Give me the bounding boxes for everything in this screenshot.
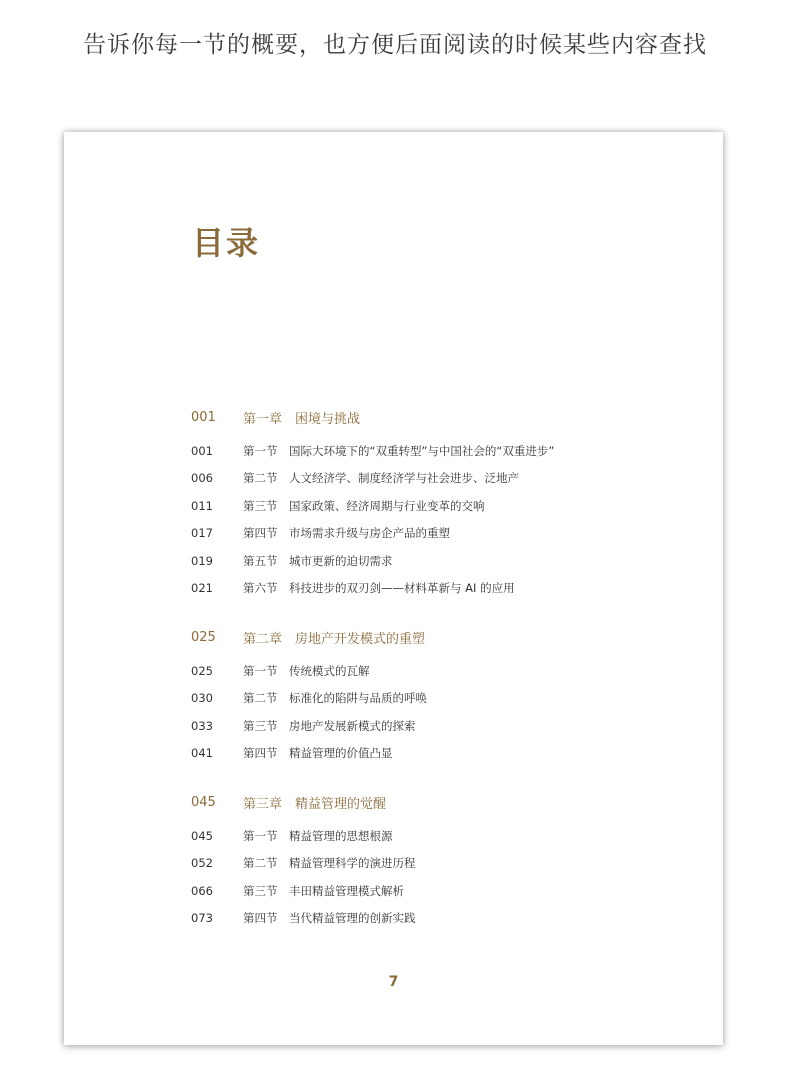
section-page: 011 <box>191 498 213 513</box>
section-page: 033 <box>191 718 213 733</box>
section-label: 第五节 <box>243 553 278 568</box>
section-entry <box>191 877 671 905</box>
page-number: 7 <box>388 974 399 990</box>
section-label: 第四节 <box>243 911 278 926</box>
section-title: 精益管理科学的演进历程 <box>289 856 416 871</box>
section-title: 市场需求升级与房企产品的重塑 <box>289 526 450 541</box>
section-label: 第四节 <box>243 746 278 761</box>
chapter-entry <box>191 785 671 820</box>
section-label: 第一节 <box>243 828 278 843</box>
section-title: 国际大环境下的“双重转型”与中国社会的“双重进步” <box>289 443 555 458</box>
section-title: 科技进步的双刃剑——材料革新与 AI 的应用 <box>289 581 515 596</box>
section-page: 001 <box>191 443 213 458</box>
section-label: 第三节 <box>243 498 278 513</box>
section-title: 传统模式的瓦解 <box>289 663 370 678</box>
section-page: 019 <box>191 553 213 568</box>
section-label: 第二节 <box>243 471 278 486</box>
section-page: 006 <box>191 471 213 486</box>
section-title: 精益管理的价值凸显 <box>289 746 393 761</box>
section-entry <box>191 575 671 603</box>
chapter-title: 精益管理的觉醒 <box>295 797 387 812</box>
section-label: 第二节 <box>243 856 278 871</box>
section-label: 第三节 <box>243 718 278 733</box>
chapter-block <box>191 785 671 932</box>
section-label: 第四节 <box>243 526 278 541</box>
chapter-page: 001 <box>191 410 216 425</box>
section-page: 052 <box>191 856 213 871</box>
section-title: 丰田精益管理模式解析 <box>289 883 404 898</box>
section-entry <box>191 492 671 520</box>
chapter-entry <box>191 400 671 435</box>
section-title: 人文经济学、制度经济学与社会进步、泛地产 <box>289 471 519 486</box>
section-entry <box>191 822 671 850</box>
section-page: 045 <box>191 828 213 843</box>
section-entry <box>191 905 671 933</box>
chapter-page: 045 <box>191 795 216 810</box>
toc-title: 目录 <box>192 224 261 262</box>
section-label: 第三节 <box>243 883 278 898</box>
section-entry <box>191 465 671 493</box>
chapter-title: 房地产开发模式的重塑 <box>295 632 426 647</box>
book-page <box>64 132 723 1045</box>
section-label: 第一节 <box>243 663 278 678</box>
caption-text: 告诉你每一节的概要，也方便后面阅读的时候某些内容查找 <box>83 32 707 58</box>
section-label: 第二节 <box>243 691 278 706</box>
section-entry <box>191 740 671 768</box>
section-entry <box>191 712 671 740</box>
toc-list <box>191 400 671 950</box>
section-page: 025 <box>191 663 213 678</box>
section-title: 房地产发展新模式的探索 <box>289 718 416 733</box>
section-page: 073 <box>191 911 213 926</box>
chapter-block <box>191 400 671 602</box>
chapter-label: 第三章 <box>243 797 283 812</box>
section-entry <box>191 437 671 465</box>
section-page: 066 <box>191 883 213 898</box>
section-title: 标准化的陷阱与品质的呼唤 <box>289 691 427 706</box>
chapter-title: 困境与挑战 <box>295 412 361 427</box>
section-entry <box>191 657 671 685</box>
section-title: 当代精益管理的创新实践 <box>289 911 416 926</box>
section-title: 国家政策、经济周期与行业变革的交响 <box>289 498 485 513</box>
section-page: 030 <box>191 691 213 706</box>
chapter-entry <box>191 620 671 655</box>
section-title: 城市更新的迫切需求 <box>289 553 393 568</box>
section-label: 第六节 <box>243 581 278 596</box>
section-title: 精益管理的思想根源 <box>289 828 393 843</box>
section-entry <box>191 685 671 713</box>
section-entry <box>191 850 671 878</box>
chapter-label: 第二章 <box>243 632 283 647</box>
section-entry <box>191 520 671 548</box>
section-label: 第一节 <box>243 443 278 458</box>
chapter-label: 第一章 <box>243 412 283 427</box>
section-page: 021 <box>191 581 213 596</box>
section-page: 017 <box>191 526 213 541</box>
section-page: 041 <box>191 746 213 761</box>
chapter-block <box>191 620 671 767</box>
chapter-page: 025 <box>191 630 216 645</box>
section-entry <box>191 547 671 575</box>
